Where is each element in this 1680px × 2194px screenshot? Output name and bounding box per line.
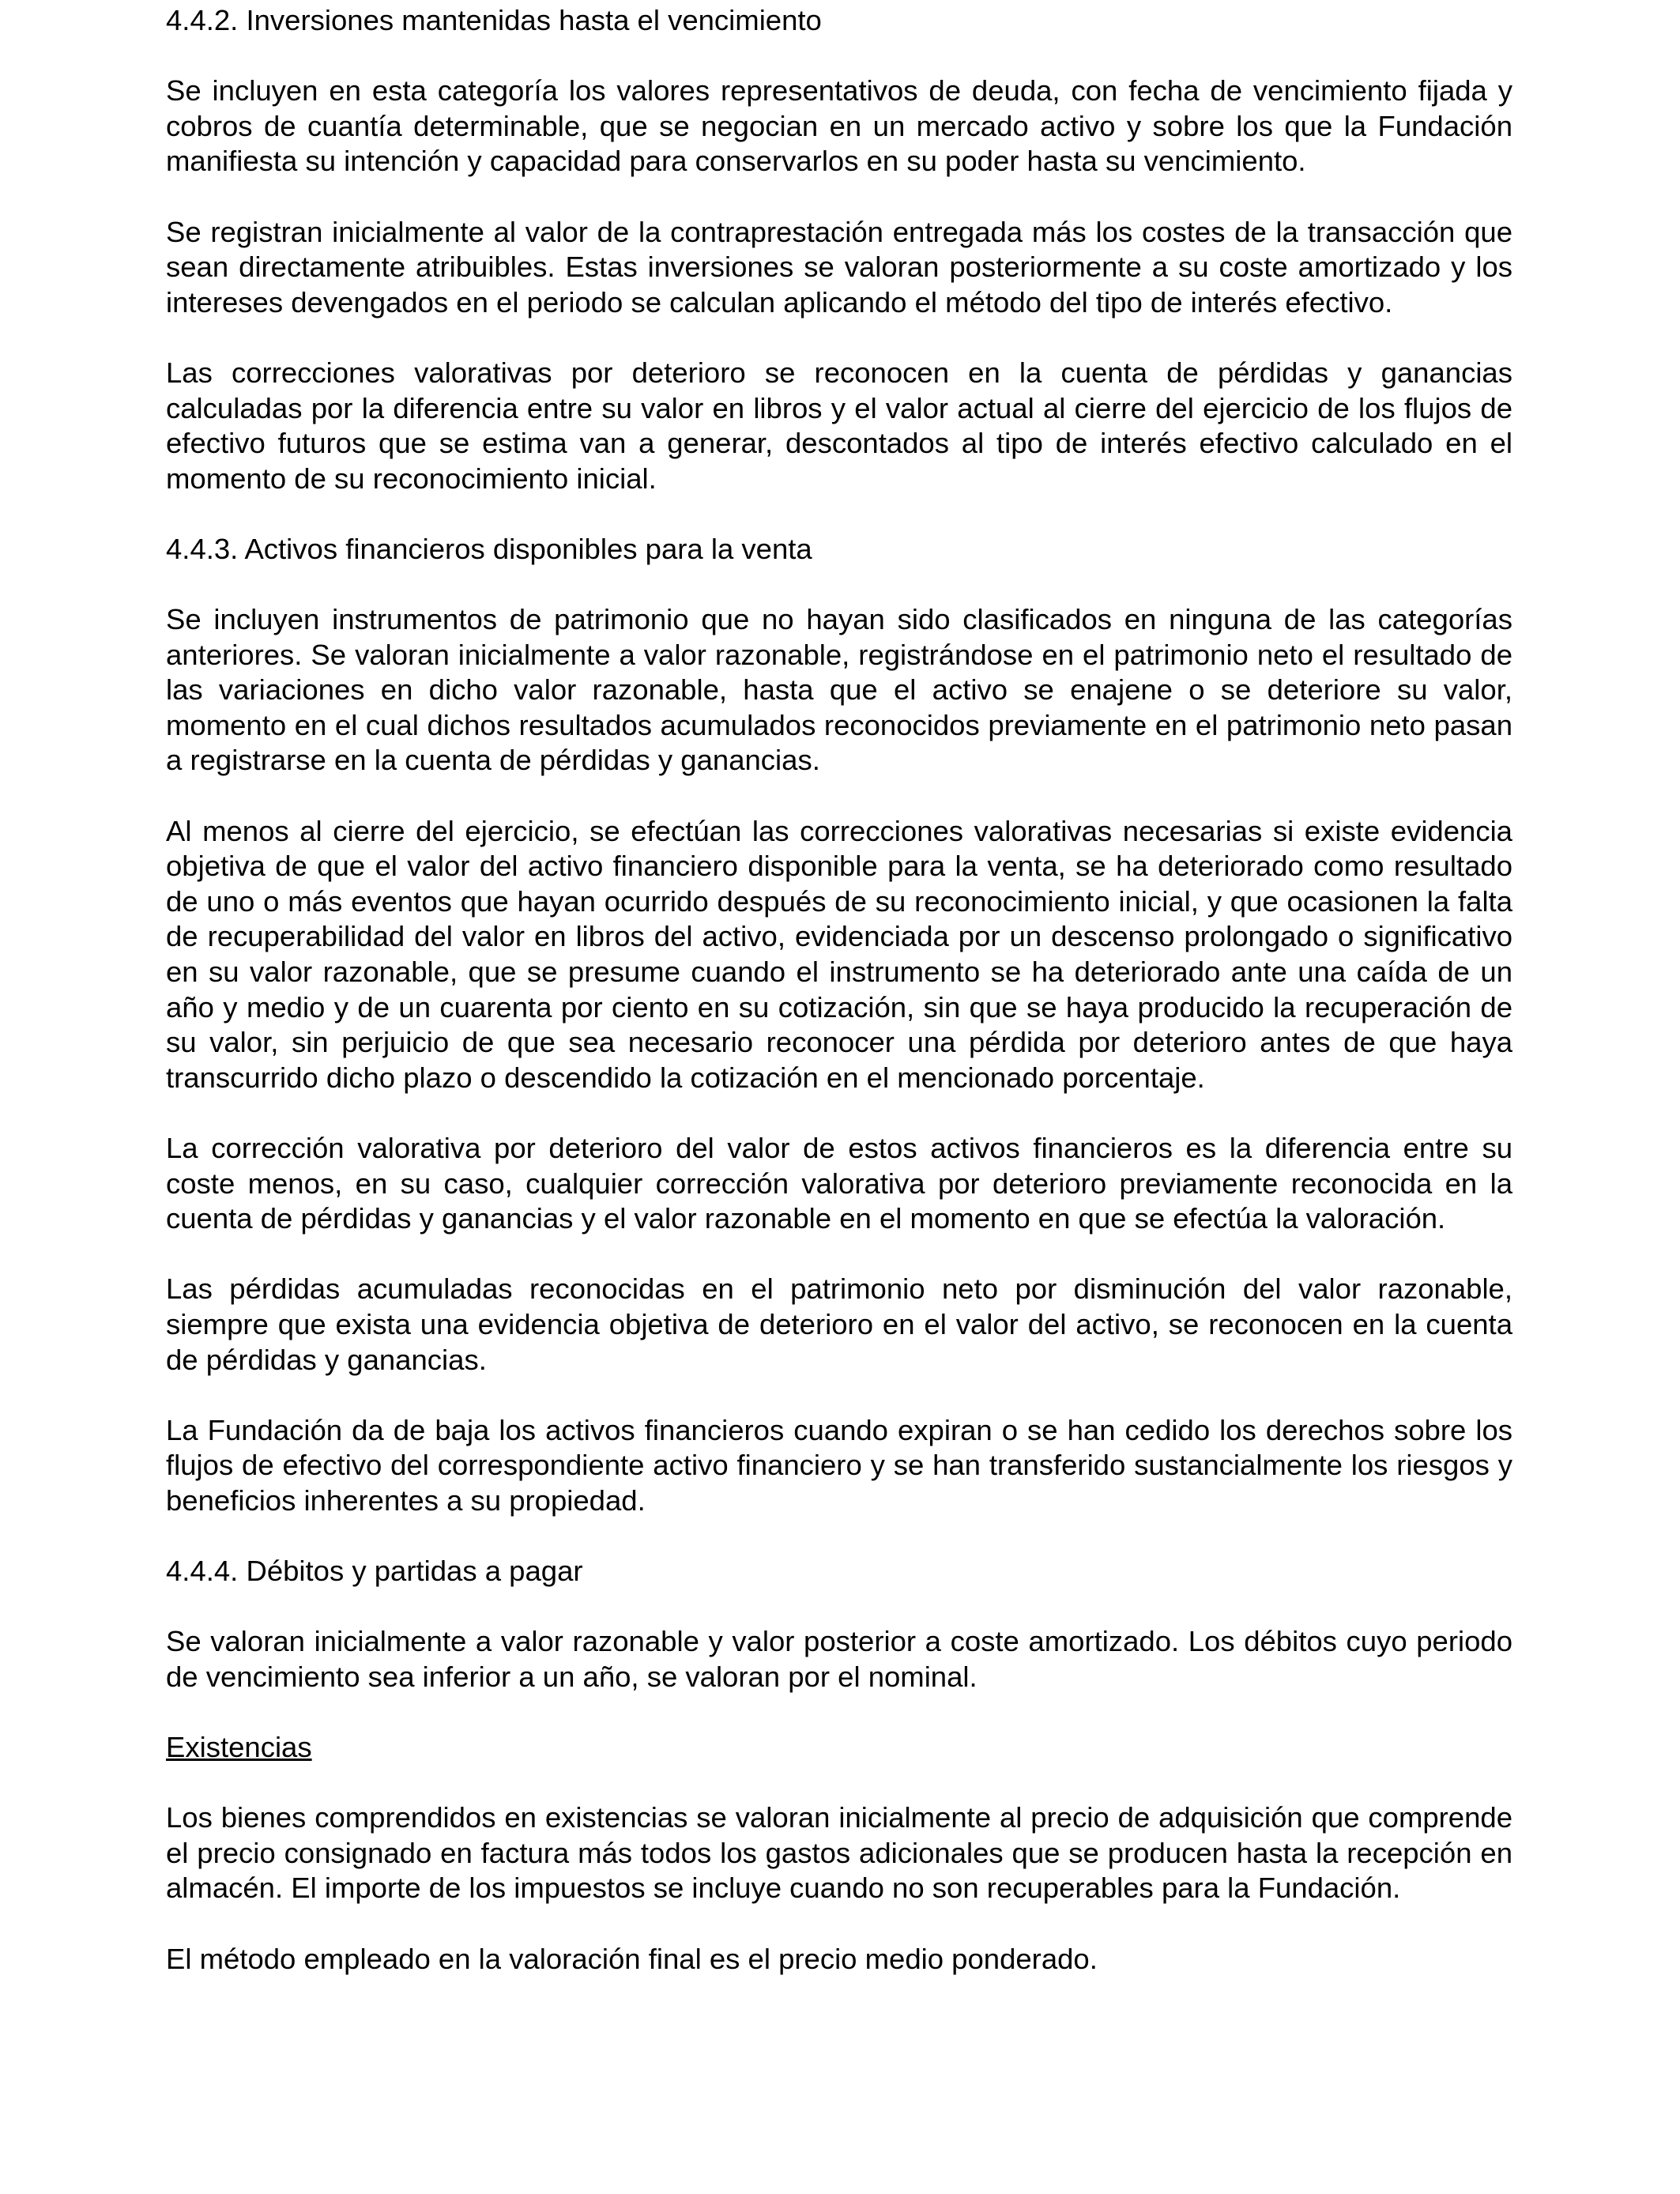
section-heading-activos-disponibles-venta: 4.4.3. Activos financieros disponibles para la venta [166,532,812,565]
paragraph: Los bienes comprendidos en existencias se valoran inicialmente al precio de adquisición que comprende el precio consignado en factura más todos los gastos adicionales que se producen hasta la recepción en almacén. El importe de los impuestos se incluye cuando no son recuperables para la Fundación. [166,1801,1512,1905]
paragraph: La corrección valorativa por deterioro del valor de estos activos financieros es la diferencia entre su coste menos, en su caso, cualquier corrección valorativa por deterioro previamente reconocida en la cuenta de pérdidas y ganancias y el valor razonable en el momento en que se efectúa la valoración. [166,1132,1512,1235]
paragraph: Se valoran inicialmente a valor razonable y valor posterior a coste amortizado. Los débitos cuyo periodo de vencimiento sea inferior a un año, se valoran por el nominal. [166,1625,1512,1693]
paragraph: Se incluyen instrumentos de patrimonio que no hayan sido clasificados en ninguna de las categorías anteriores. Se valoran inicialmente a valor razonable, registrándose en el patrimonio neto el resultado de las variaciones en dicho valor razonable, hasta que el activo se enajene o se deteriore su valor, momento en el cual dichos resultados acumulados reconocidos previamente en el patrimonio neto pasan a registrarse en la cuenta de pérdidas y ganancias. [166,603,1512,777]
paragraph: Las correcciones valorativas por deterioro se reconocen en la cuenta de pérdidas y ganancias calculadas por la diferencia entre su valor en libros y el valor actual al cierre del ejercicio de los flujos de efectivo futuros que se estima van a generar, descontados al tipo de interés efectivo calculado en el momento de su reconocimiento inicial. [166,356,1512,495]
section-heading-inversiones-mantenidas: 4.4.2. Inversiones mantenidas hasta el vencimiento [166,4,822,36]
paragraph: Al menos al cierre del ejercicio, se efectúan las correcciones valorativas necesarias si existe evidencia objetiva de que el valor del activo financiero disponible para la venta, se ha deteriorado como resultado de uno o más eventos que hayan ocurrido después de su reconocimiento inicial, y que ocasionen la falta de recuperabilidad del valor en libros del activo, evidenciada por un descenso prolongado o significativo en su valor razonable, que se presume cuando el instrumento se ha deteriorado ante una caída de un año y medio y de un cuarenta por ciento en su cotización, sin que se haya producido la recuperación de su valor, sin perjuicio de que sea necesario reconocer una pérdida por deterioro antes de que haya transcurrido dicho plazo o descendido la cotización en el mencionado porcentaje. [166,814,1512,1094]
paragraph: Se incluyen en esta categoría los valores representativos de deuda, con fecha de vencimiento fijada y cobros de cuantía determinable, que se negocian en un mercado activo y sobre los que la Fundación manifiesta su intención y capacidad para conservarlos en su poder hasta su vencimiento. [166,74,1512,178]
section-heading-existencias: Existencias [166,1731,312,1764]
document-page [166,3,1512,2012]
paragraph: La Fundación da de baja los activos financieros cuando expiran o se han cedido los derechos sobre los flujos de efectivo del correspondiente activo financiero y se han transferido sustancialmente los riesgos y beneficios inherentes a su propiedad. [166,1413,1512,1517]
paragraph: Se registran inicialmente al valor de la contraprestación entregada más los costes de la transacción que sean directamente atribuibles. Estas inversiones se valoran posteriormente a su coste amortizado y los intereses devengados en el periodo se calculan aplicando el método del tipo de interés efectivo. [166,215,1512,319]
paragraph: El método empleado en la valoración final es el precio medio ponderado. [166,1942,1098,1975]
paragraph: Las pérdidas acumuladas reconocidas en el patrimonio neto por disminución del valor razonable, siempre que exista una evidencia objetiva de deterioro en el valor del activo, se reconocen en la cuenta de pérdidas y ganancias. [166,1272,1512,1376]
section-heading-debitos-partidas: 4.4.4. Débitos y partidas a pagar [166,1555,583,1588]
